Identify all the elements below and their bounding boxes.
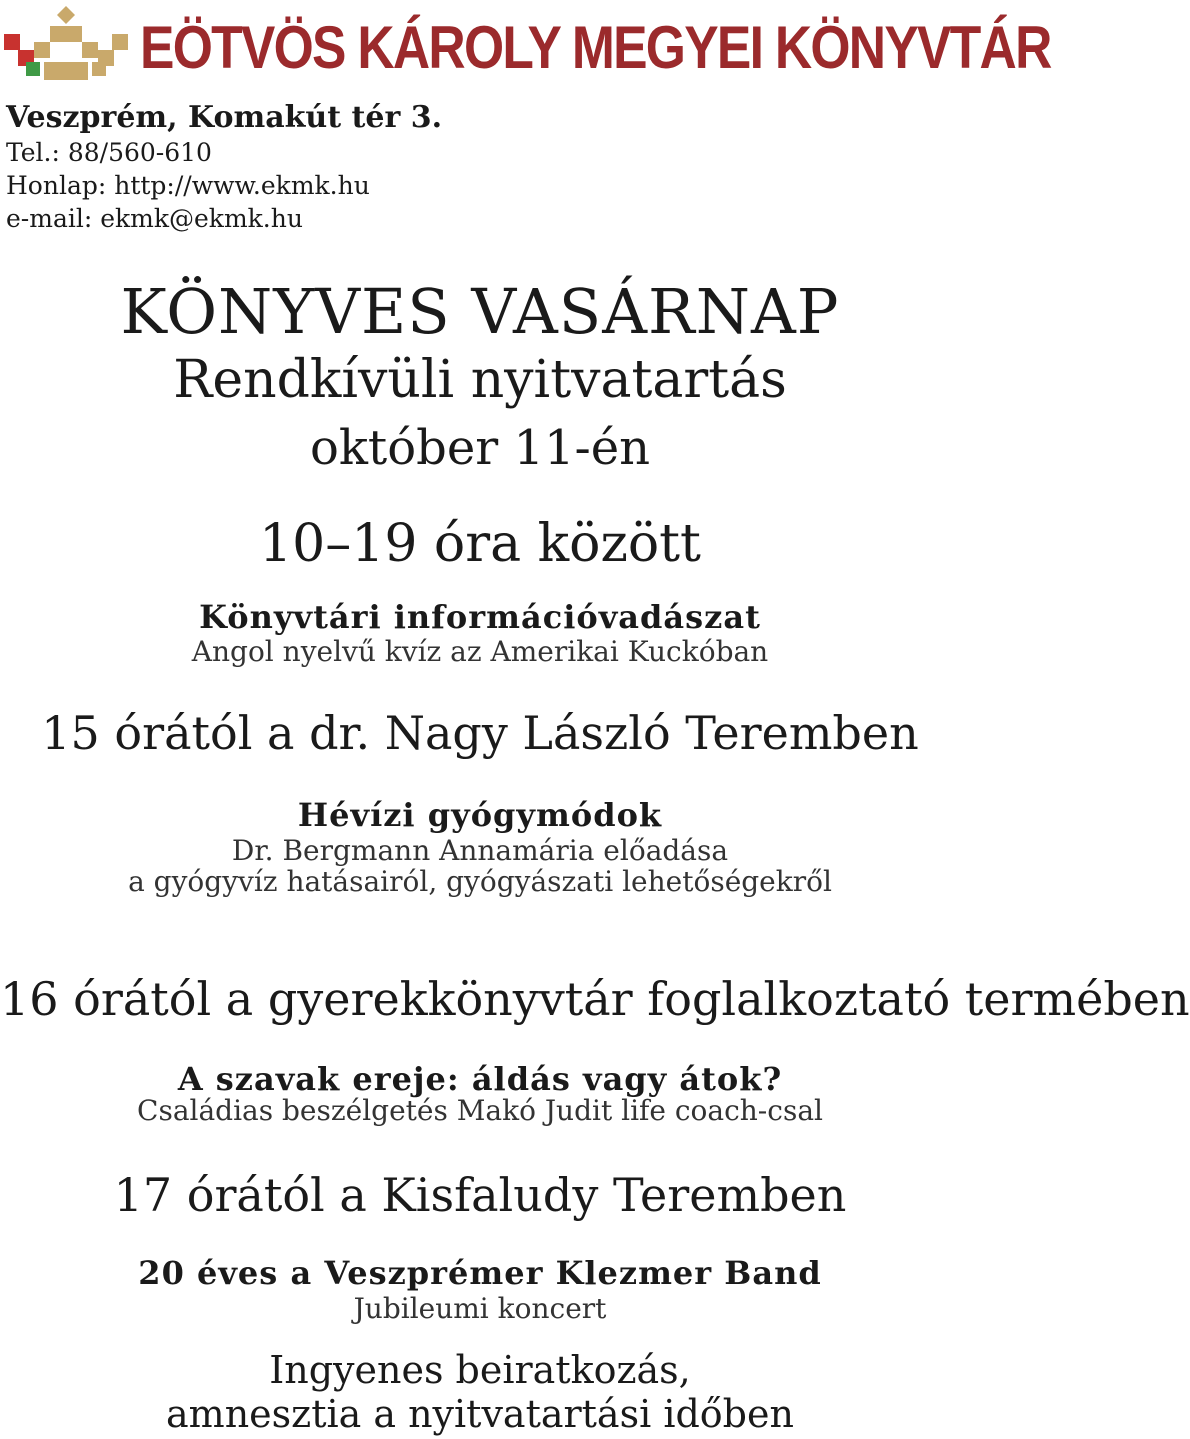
contact-info xyxy=(6,100,442,235)
opening-hours: 10–19 óra között xyxy=(259,514,701,574)
event-title: Könyvtári információvadászat xyxy=(199,598,761,636)
event-title: 20 éves a Veszprémer Klezmer Band xyxy=(138,1254,822,1292)
event-subtitle: a gyógyvíz hatásairól, gyógyászati lehetőségekről xyxy=(128,865,832,898)
footer-notice: amnesztia a nyitvatartási időben xyxy=(166,1392,794,1436)
subtitle: Rendkívüli nyitvatartás xyxy=(173,350,787,410)
event-subtitle: Dr. Bergmann Annamária előadása xyxy=(231,834,729,867)
event-subtitle: Angol nyelvű kvíz az Amerikai Kuckóban xyxy=(191,635,769,668)
event-title: A szavak ereje: áldás vagy átok? xyxy=(177,1060,783,1098)
time-slot: 17 órától a Kisfaludy Teremben xyxy=(113,1168,847,1222)
address: Veszprém, Komakút tér 3. xyxy=(6,100,443,135)
event-date: október 11-én xyxy=(309,420,651,476)
homepage-link[interactable]: Honlap: http://www.ekmk.hu xyxy=(6,171,370,200)
phone: Tel.: 88/560-610 xyxy=(6,138,212,167)
event-subtitle: Családias beszélgetés Makó Judit life coach-csal xyxy=(137,1094,823,1127)
time-slot: 16 órától a gyerekkönyvtár foglalkoztató termében xyxy=(0,972,1190,1026)
event-subtitle: Jubileumi koncert xyxy=(353,1292,607,1325)
footer-notice: Ingyenes beiratkozás, xyxy=(269,1348,691,1392)
email-link[interactable]: e-mail: ekmk@ekmk.hu xyxy=(6,204,303,233)
time-slot: 15 órától a dr. Nagy László Teremben xyxy=(41,706,919,760)
main-title: KÖNYVES VASÁRNAP xyxy=(120,275,840,348)
letterhead xyxy=(0,0,1051,100)
library-logo xyxy=(4,6,128,84)
event-title: Hévízi gyógymódok xyxy=(297,796,663,834)
library-name: EÖTVÖS KÁROLY MEGYEI KÖNYVTÁR xyxy=(140,14,1051,81)
